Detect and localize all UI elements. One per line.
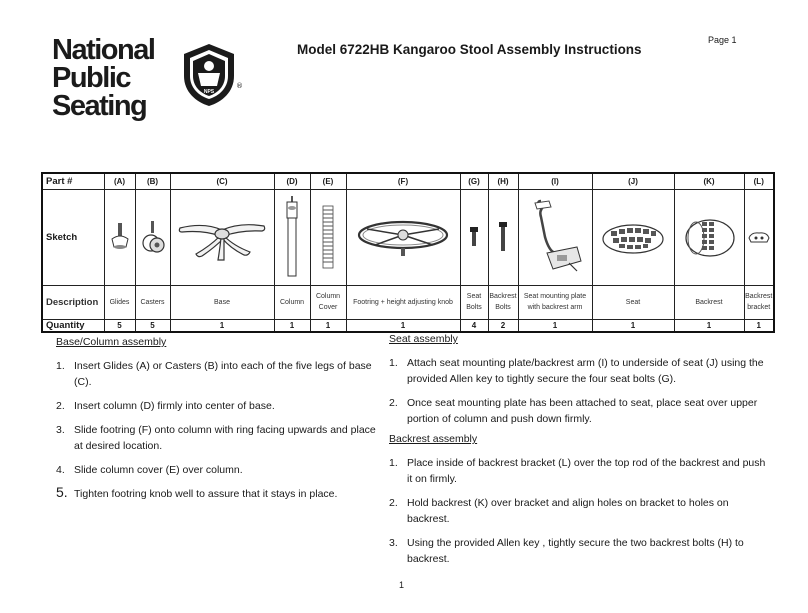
seat-icon [601,217,665,257]
sketch-seat-bolt [460,189,488,285]
page-number: 1 [399,580,405,590]
brand-line: National [52,34,155,66]
part-description: Seat mounting plate with backrest arm [518,285,592,319]
instruction-step [389,455,769,487]
section-title: Seat assembly [389,333,458,345]
caster-icon [139,217,167,257]
step-number: 4. [56,464,65,476]
instruction-list [56,358,376,502]
step-number: 3. [389,537,398,549]
step-number: 2. [56,400,65,412]
part-description: Backrest Bolts [488,285,518,319]
step-text: Insert column (D) firmly into center of base. [74,400,275,412]
instruction-step [56,462,376,478]
part-id: (J) [592,173,674,189]
backrest-bolt-icon [498,221,508,253]
section-title: Backrest assembly [389,433,478,445]
part-id: (I) [518,173,592,189]
sketch-caster [135,189,170,285]
part-description: Base [170,285,274,319]
row-label-description: Description [42,285,104,319]
page-title: Model 6722HB Kangaroo Stool Assembly Instructions [297,42,642,57]
row-label-quantity: Quantity [42,319,104,332]
part-id: (C) [170,173,274,189]
sketch-backrest [674,189,744,285]
row-label-sketch: Sketch [42,189,104,285]
footring-icon [353,215,453,259]
part-id: (B) [135,173,170,189]
part-description: Column Cover [310,285,346,319]
gas-column-icon [280,194,304,280]
seat-bolt-icon [469,226,479,248]
part-id: (F) [346,173,460,189]
step-number: 5. [56,484,68,500]
part-number-row [42,173,774,189]
part-id: (D) [274,173,310,189]
step-text: Using the provided Allen key , tightly secure the two backrest bolts (H) to backrest. [407,537,744,565]
part-quantity: 4 [460,319,488,332]
part-description: Backrest [674,285,744,319]
step-text: Tighten footring knob well to assure that it stays in place. [74,488,338,500]
star-base-icon [174,212,270,262]
part-quantity: 1 [274,319,310,332]
sketch-base [170,189,274,285]
sketch-column-cover [310,189,346,285]
sketch-seat [592,189,674,285]
part-quantity: 1 [674,319,744,332]
backrest-section [389,433,769,575]
brand-line: Seating [52,90,147,122]
base-column-section [56,336,376,510]
shield-emblem-icon [180,42,238,108]
part-quantity: 1 [170,319,274,332]
part-description: Glides [104,285,135,319]
row-label-part: Part # [42,173,104,189]
part-quantity: 5 [135,319,170,332]
seat-section [389,333,769,435]
part-id: (G) [460,173,488,189]
backrest-bracket-icon [747,230,771,244]
part-quantity: 2 [488,319,518,332]
part-id: (H) [488,173,518,189]
part-description: Backrest bracket [744,285,774,319]
emblem-text: NPS [203,89,215,95]
part-description: Seat Bolts [460,285,488,319]
section-title: Base/Column assembly [56,336,167,348]
step-text: Once seat mounting plate has been attached to seat, place seat over upper portion of column and push down firmly. [407,397,758,425]
step-number: 1. [389,457,398,469]
mounting-plate-icon [527,197,583,277]
instruction-step [56,398,376,414]
step-text: Slide column cover (E) over column. [74,464,243,476]
part-quantity: 1 [346,319,460,332]
step-number: 2. [389,397,398,409]
part-id: (K) [674,173,744,189]
instruction-step [56,422,376,454]
instruction-step [56,358,376,390]
part-description: Footring + height adjusting knob [346,285,460,319]
instruction-list [389,355,769,427]
step-text: Hold backrest (K) over bracket and align holes on bracket to holes on backrest. [407,497,729,525]
part-quantity: 1 [592,319,674,332]
sketch-mounting-plate [518,189,592,285]
part-description: Column [274,285,310,319]
column-cover-icon [321,204,335,270]
instruction-step [389,535,769,567]
step-text: Place inside of backrest bracket (L) over the top rod of the backrest and push it on firmly. [407,457,766,485]
part-description: Casters [135,285,170,319]
sketch-column [274,189,310,285]
step-number: 3. [56,424,65,436]
part-quantity: 1 [310,319,346,332]
sketch-glide [104,189,135,285]
part-id: (E) [310,173,346,189]
sketch-row [42,189,774,285]
registered-mark: ® [236,82,243,90]
sketch-backrest-bolt [488,189,518,285]
sketch-backrest-bracket [744,189,774,285]
instruction-step [389,395,769,427]
page-label: Page 1 [708,35,737,45]
quantity-row [42,319,774,332]
instruction-step [389,355,769,387]
part-quantity: 5 [104,319,135,332]
instruction-step [389,495,769,527]
step-text: Attach seat mounting plate/backrest arm (I) to underside of seat (J) using the provided Allen key to tightly secure the four seat bolts (G). [407,357,764,385]
part-quantity: 1 [744,319,774,332]
step-text: Slide footring (F) onto column with ring facing upwards and place at desired location. [74,424,376,452]
part-quantity: 1 [518,319,592,332]
parts-table [41,172,775,333]
description-row [42,285,774,319]
step-number: 1. [389,357,398,369]
step-number: 2. [389,497,398,509]
glide-icon [108,217,132,257]
part-description: Seat [592,285,674,319]
step-text: Insert Glides (A) or Casters (B) into each of the five legs of base (C). [74,360,372,388]
sketch-footring [346,189,460,285]
brand-wordmark [52,36,154,120]
part-id: (A) [104,173,135,189]
brand-line: Public [52,62,131,94]
instruction-step [56,486,376,502]
step-number: 1. [56,360,65,372]
backrest-icon [682,214,736,260]
brand-logo [52,36,252,126]
part-id: (L) [744,173,774,189]
instruction-list [389,455,769,567]
